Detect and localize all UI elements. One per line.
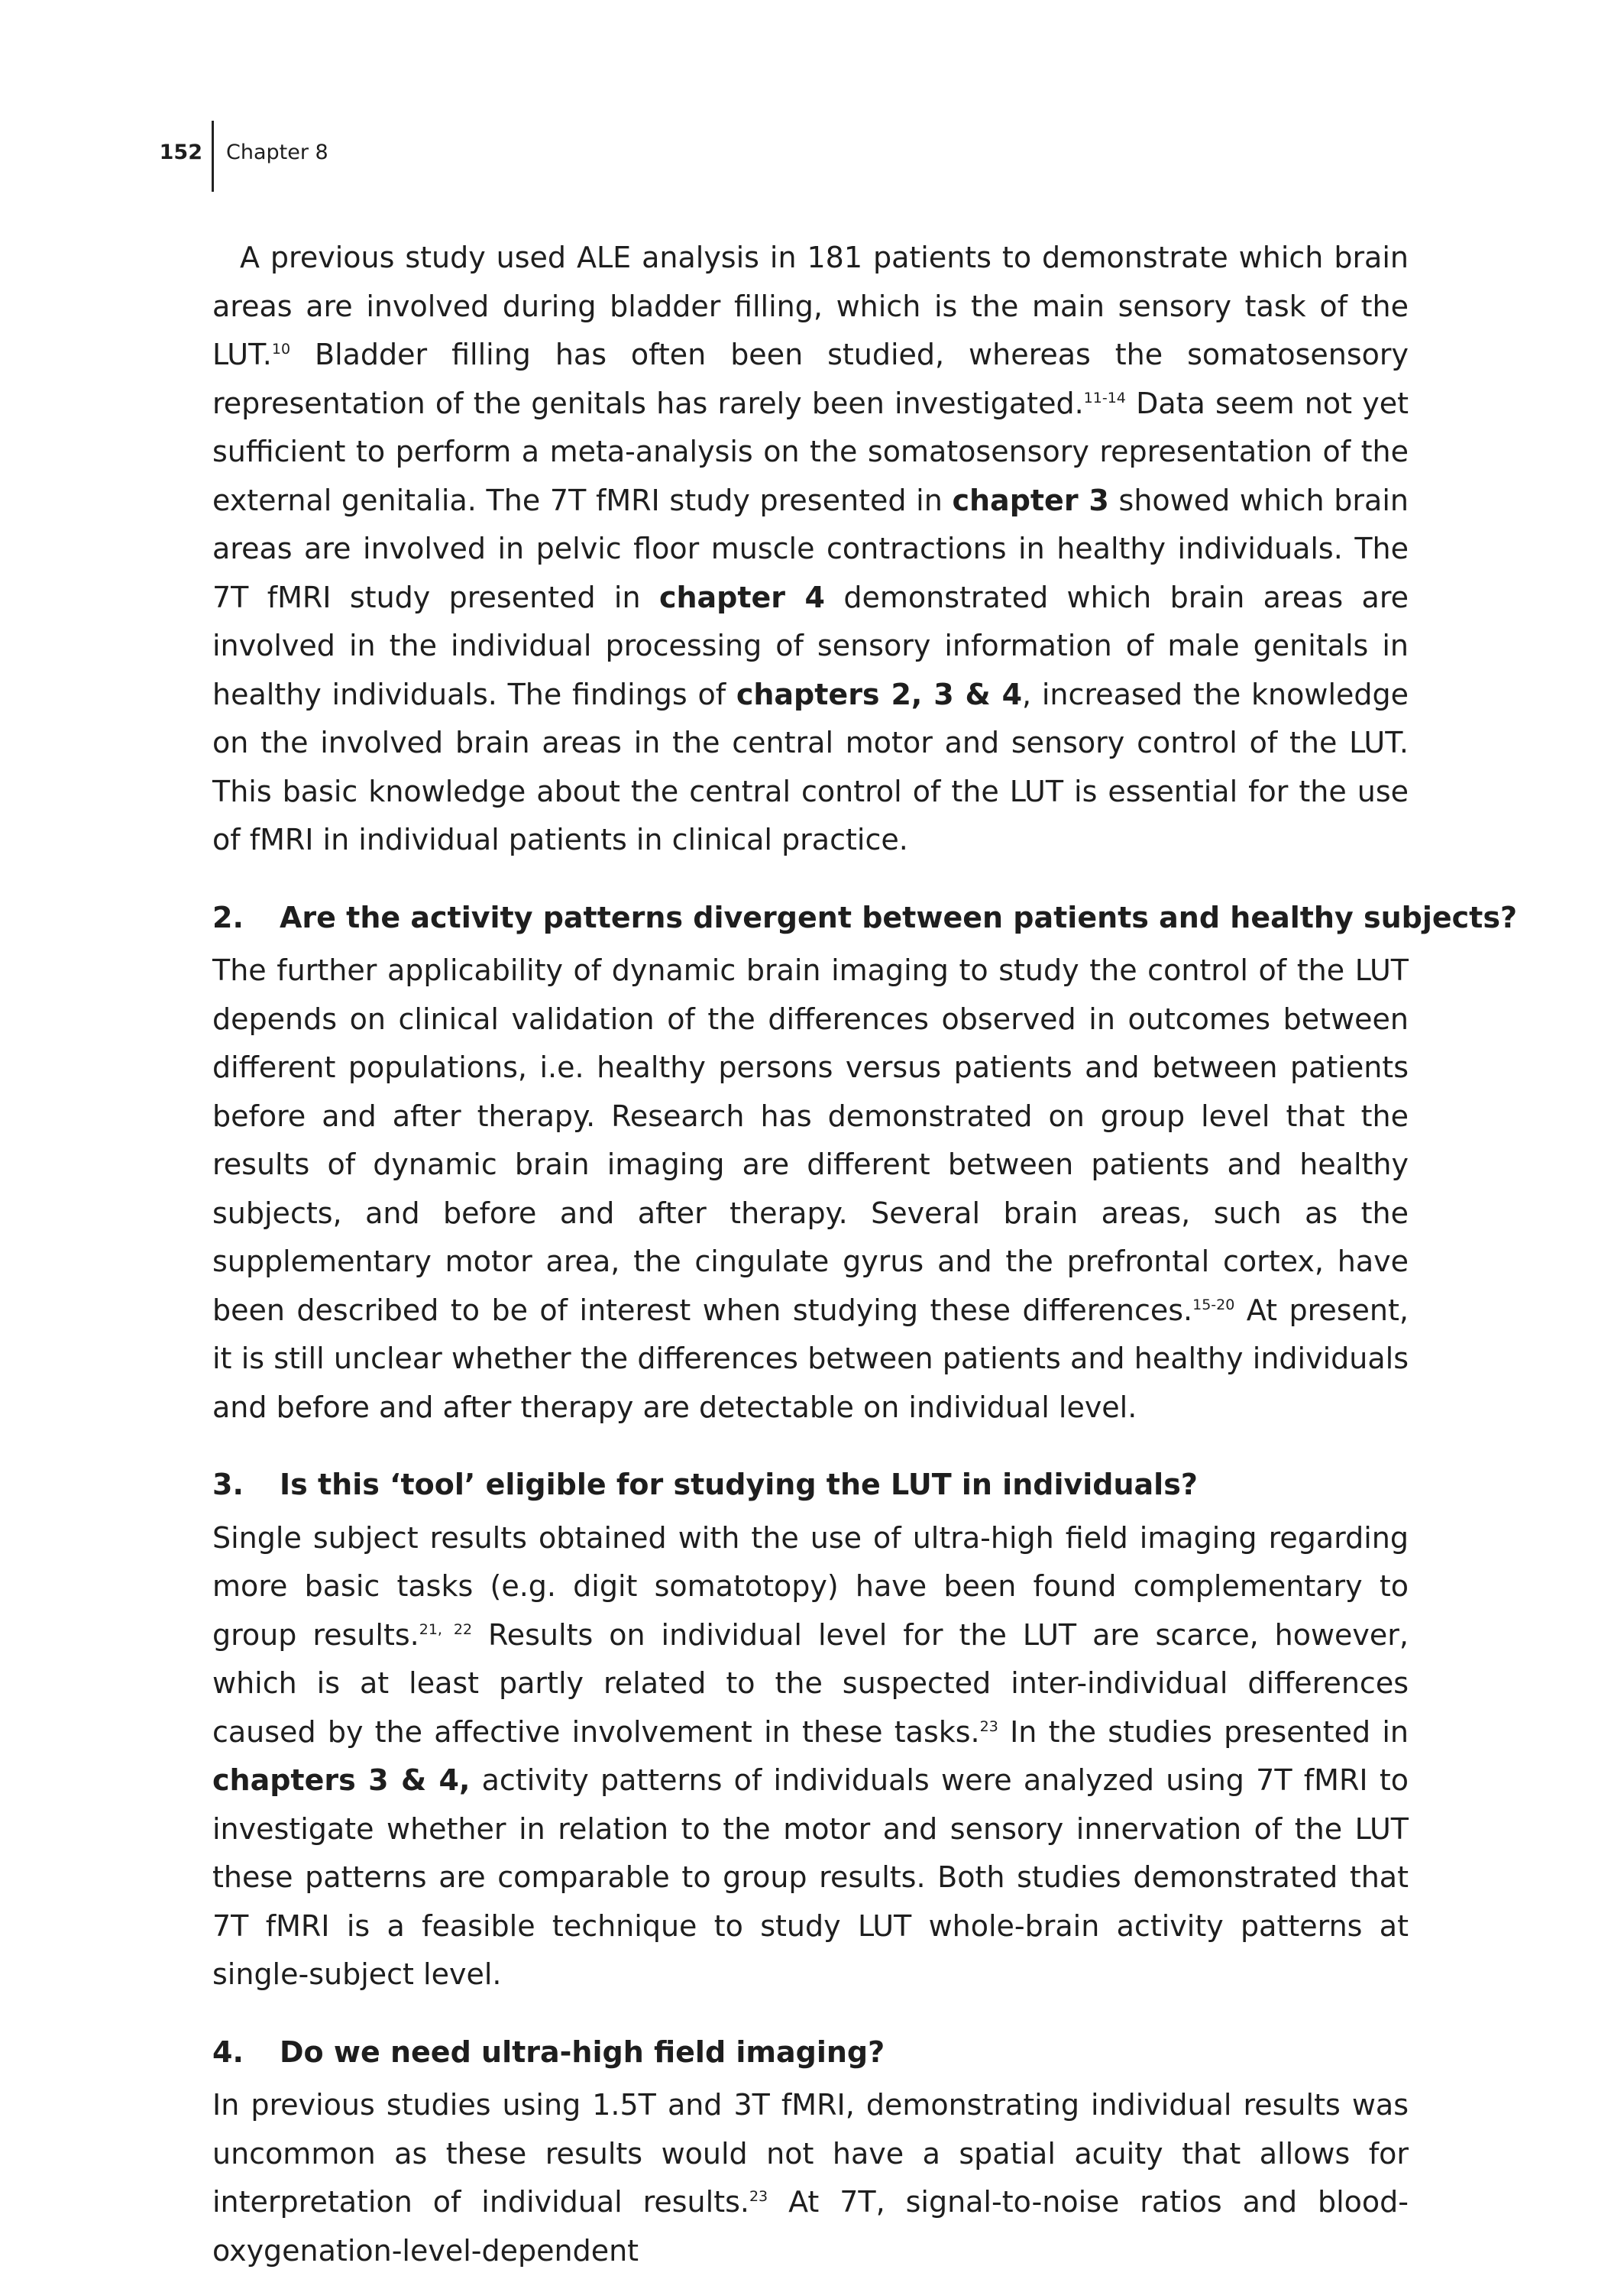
paragraph-q2: The further applicability of dynamic brain imaging to study the control of the LUT depends on clinical validation of the differences observed in outcomes between different populations, i.e. healthy persons versus patients and between patients before and after therapy. Research has demonstrated on group level that the results of dynamic brain imaging are different between patients and healthy subjects, and before and after therapy. Several brain areas, such as the supplementary motor area, the cingulate gyrus and the prefrontal cortex, have been described to be of interest when studying these differences.$^{15-20}$ At present, it is still unclear whether the differences between patients and healthy individuals and before and after therapy are detectable on individual level. xyxy=(212,953,1409,1424)
chapter-reference: chapters 2, 3 & 4 xyxy=(736,677,1023,711)
section-title: Are the activity patterns divergent between patients and healthy subjects? xyxy=(280,900,1518,934)
citation: 21, 22 xyxy=(419,1620,473,1638)
section-heading-2 xyxy=(212,894,1518,943)
body-text xyxy=(212,234,1518,2275)
section-title: Is this ‘tool’ eligible for studying the LUT in individuals? xyxy=(280,1468,1198,1501)
chapter-reference: chapter 4 xyxy=(658,580,825,614)
citation: 15-20 xyxy=(1192,1296,1235,1313)
citation: 23 xyxy=(979,1717,998,1735)
paragraph-intro: A previous study used ALE analysis in 181 patients to demonstrate which brain areas are involved during bladder filling, which is the main sensory task of the LUT.$^{10}$ Bladder filling has often been studied, whereas the somatosensory representation of the genitals has rarely been investigated.$^{11-14}$ Data seem not yet sufficient to perform a meta-analysis on the somatosensory representation of the external genitalia. The 7T fMRI study presented in chapter 3 showed which brain areas are involved in pelvic floor muscle contractions in healthy individuals. The 7T fMRI study presented in chapter 4 demonstrated which brain areas are involved in the individual processing of sensory information of male genitals in healthy individuals. The findings of chapters 2, 3 & 4, increased the knowledge on the involved brain areas in the central motor and sensory control of the LUT. This basic knowledge about the central control of the LUT is essential for the use of fMRI in individual patients in clinical practice. xyxy=(212,241,1409,856)
page-number: 152 xyxy=(159,141,202,164)
chapter-reference: chapters 3 & 4, xyxy=(212,1763,471,1797)
chapter-reference: chapter 3 xyxy=(952,483,1109,517)
section-heading-4 xyxy=(212,2028,1409,2077)
paragraph-q3: Single subject results obtained with the use of ultra-high field imaging regarding more basic tasks (e.g. digit somatotopy) have been found complementary to group results.$^{21, 22}$ Results on individual level for the LUT are scarce, however, which is at least partly related to the suspected inter-individual differences caused by the affective involvement in these tasks.$^{23}$ In the studies presented in chapters 3 & 4, activity patterns of individuals were analyzed using 7T fMRI to investigate whether in relation to the motor and sensory innervation of the LUT these patterns are comparable to group results. Both studies demonstrated that 7T fMRI is a feasible technique to study LUT whole-brain activity patterns at single-subject level. xyxy=(212,1520,1409,1991)
citation: 11-14 xyxy=(1083,389,1126,406)
chapter-label: Chapter 8 xyxy=(226,141,328,164)
citation: 10 xyxy=(271,341,291,358)
section-number: 2. xyxy=(212,900,244,934)
section-title: Do we need ultra-high field imaging? xyxy=(280,2035,885,2069)
section-heading-3 xyxy=(212,1461,1409,1510)
section-number: 3. xyxy=(212,1468,244,1501)
section-number: 4. xyxy=(212,2035,244,2069)
citation: 23 xyxy=(749,2188,768,2205)
paragraph-q4: In previous studies using 1.5T and 3T fMRI, demonstrating individual results was uncommon as these results would not have a spatial acuity that allows for interpretation of individual results.$^{23}$ At 7T, signal-to-noise ratios and blood-oxygenation-level-dependent xyxy=(212,2088,1409,2268)
header-divider xyxy=(212,121,214,192)
